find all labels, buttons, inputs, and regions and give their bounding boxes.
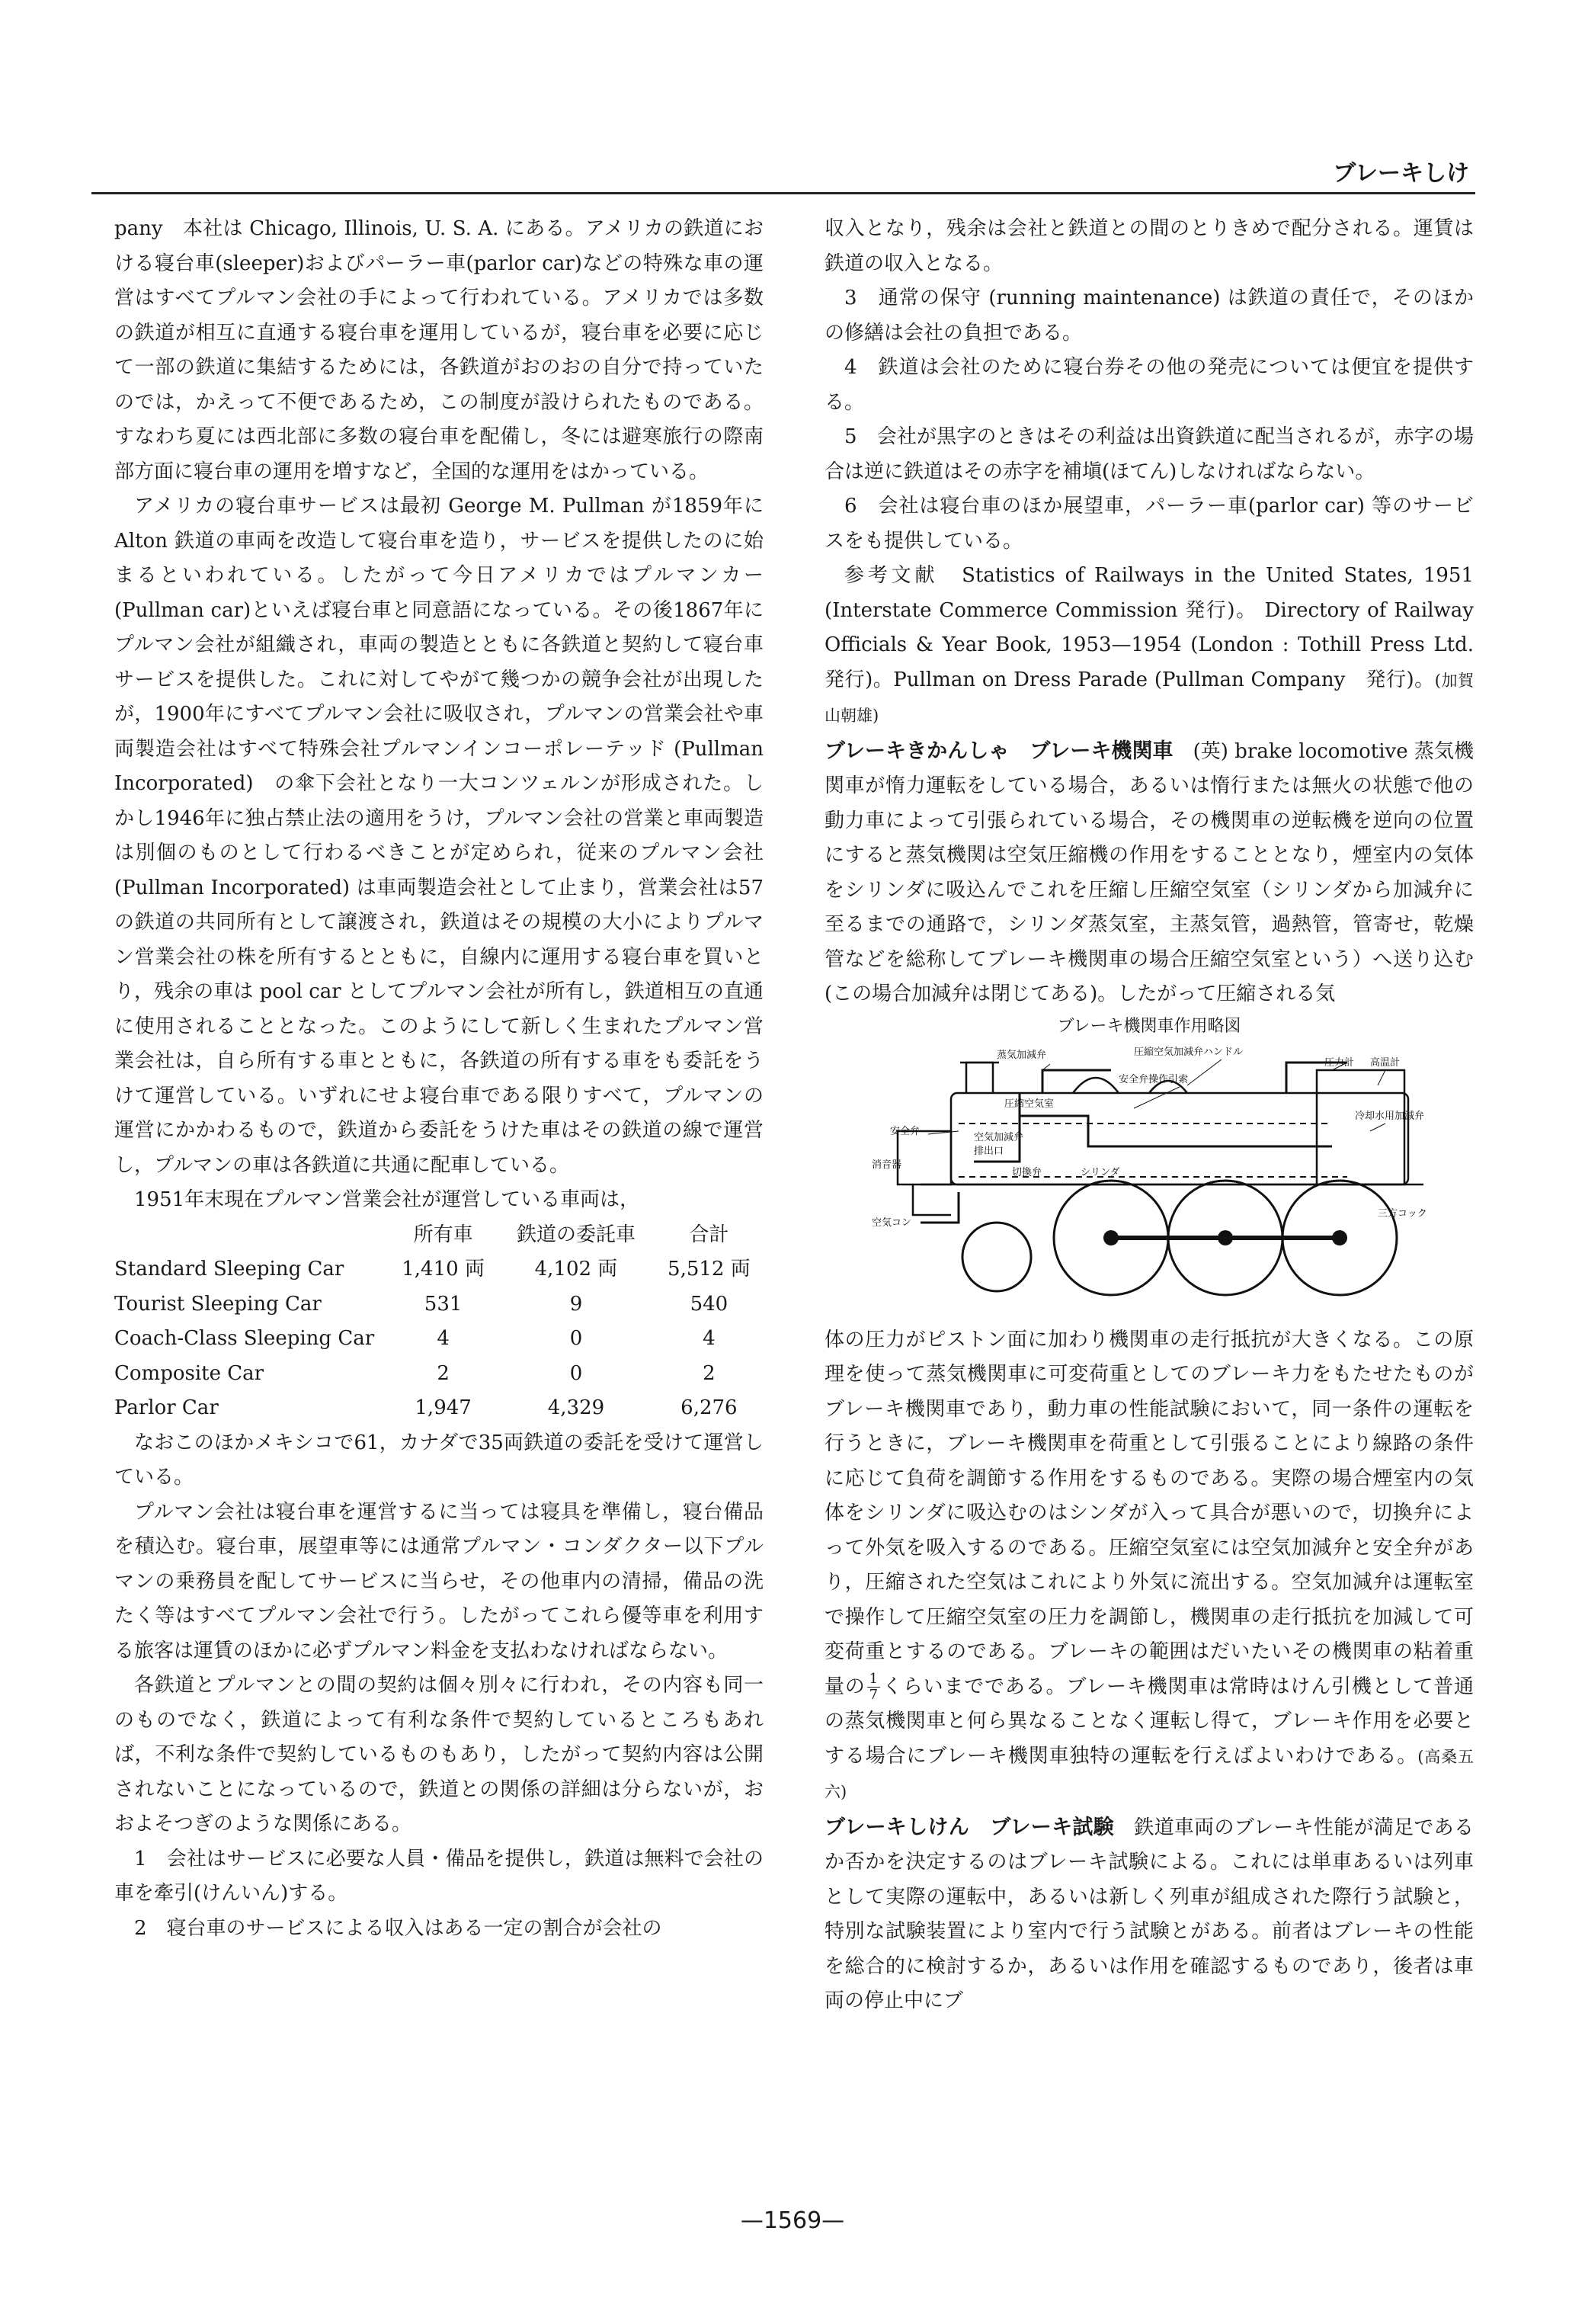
- brake-locomotive-figure: [825, 1014, 1474, 1319]
- page-number: —1569—: [740, 2207, 845, 2234]
- table-header-row: [114, 1218, 764, 1253]
- label-three-way-cock: 三方コック: [1378, 1207, 1427, 1220]
- entry-body-brake-test: 鉄道車両のブレーキ性能が満足であるか否かを決定するのはブレーキ試験による。これには単車あるいは列車として実際の運転中，あるいは新しく列車が組成された際行う試験と，特別な試験装置により室内で行う試験とがある。前者はブレーキの性能を総合的に検討するか，あるいは作用を確認するものであり，後者は車両の停止中にブ: [825, 1816, 1474, 2012]
- pullman-paragraph-1: pany 本社は Chicago, Illinois, U. S. A. にある。アメリカの鉄道における寝台車(sleeper)およびパーラー車(parlor car)などの特殊な車の運営はすべてプルマン会社の手によって行われている。アメリカでは多数の鉄道が相互に直通する寝台車を運用しているが，寝台車を必要に応じて一部の鉄道に集結するためには，各鉄道がおのおの自分で持っていたのでは，かえって不便であるため，この制度が設けられたものである。すなわち夏には西北部に多数の寝台車を配備し，冬には避寒旅行の際南部方面に寝台車の運用を増すなど，全国的な運用をはかっている。: [114, 217, 764, 483]
- table-cell-total: 5,512 両: [668, 1258, 751, 1281]
- pullman-item-2: 2 寝台車のサービスによる収入はある一定の割合が会社の: [134, 1916, 662, 1940]
- table-cell-entrusted: 0: [569, 1327, 583, 1350]
- table-row: [114, 1391, 764, 1426]
- entry-body-brake-locomotive: (英) brake locomotive 蒸気機関車が惰力運転をしている場合，あるいは惰行または無火の状態で他の動力車によって引張られている場合，その機関車の逆転機を逆向の位置にすると蒸気機関は空気圧縮機の作用をすることとなり，煙室内の気体をシリンダに吸込んでこれを圧縮し圧縮空気室（シリンダから加減弁に至るまでの通路で，シリンダ蒸気室，主蒸気管，過熱管，管寄せ，乾燥管などを総称してブレーキ機関車の場合圧縮空気室という）へ送り込む(この場合加減弁は閉じてある)。したがって圧縮される気: [825, 739, 1474, 1005]
- entry-brake-locomotive-continued: [825, 1323, 1474, 1810]
- pullman-paragraph-3: 1951年末現在プルマン営業会社が運営している車両は，: [134, 1188, 640, 1211]
- table-cell-owned: 1,410 両: [402, 1258, 485, 1281]
- pullman-item-6: 6 会社は寝台車のほか展望車，パーラー車(parlor car) 等のサービスをも提供している。: [825, 495, 1474, 553]
- table-header-total: 合計: [689, 1223, 729, 1246]
- label-compressed-air-handle: 圧縮空気加減弁ハンドル: [1134, 1046, 1244, 1058]
- table-row: [114, 1357, 764, 1392]
- pullman-item-1: 1 会社はサービスに必要な人員・備品を提供し，鉄道は無料で会社の車を牽引(けんいん)する。: [114, 1847, 764, 1905]
- table-header-owned: 所有車: [413, 1223, 473, 1246]
- pullman-item-4: 4 鉄道は会社のために寝台券その他の発売については便宜を提供する。: [825, 356, 1474, 414]
- label-steam-throttle: 蒸気加減弁: [997, 1049, 1047, 1061]
- fraction-denominator: 7: [869, 1687, 879, 1703]
- table-cell-owned: 1,947: [415, 1396, 472, 1419]
- label-air-throttle: 空気加減弁: [974, 1131, 1024, 1143]
- label-high-pressure-gauge: 高温計: [1370, 1056, 1401, 1069]
- fraction-numerator: 1: [867, 1672, 880, 1688]
- locomotive-diagram: [860, 1040, 1439, 1319]
- table-cell-name: Parlor Car: [114, 1396, 219, 1419]
- table-cell-owned: 2: [437, 1361, 450, 1385]
- table-cell-total: 2: [703, 1361, 716, 1385]
- table-header-entrusted: 鉄道の委託車: [516, 1223, 636, 1246]
- pullman-paragraph-2: アメリカの寝台車サービスは最初 George M. Pullman が1859年に Alton 鉄道の車両を改造して寝台車を造り，サービスを提供したのに始まるといわれている。したがって今日アメリカではプルマンカー(Pullman car)といえば寝台車と同意語になっている。その後1867年にプルマン会社が組織され，車両の製造とともに各鉄道と契約して寝台車サービスを提供した。これに対してやがて幾つかの競争会社が出現したが，1900年にすべてプルマン会社に吸収され，プルマンの営業会社や車両製造会社はすべて特殊会社プルマンインコーポレーテッド (Pullman Incorporated) の傘下会社となり一大コンツェルンが形成された。しかし1946年に独占禁止法の適用をうけ，プルマン会社の営業と車両製造は別個のものとして行わるべきことが定められ，従来のプルマン会社 (Pullman Incorporated) は車両製造会社として止まり，営業会社は57の鉄道の共同所有として譲渡され，鉄道はその規模の大小によりプルマン営業会社の株を所有するとともに，自線内に運用する寝台車を買いとり，残余の車は pool car としてプルマン会社が所有し，鉄道相互の直通に使用されることとなった。このようにして新しく生まれたプルマン営業会社は，自ら所有する車とともに，各鉄道の所有する車をも委託をうけて運営している。いずれにせよ寝台車である限りすべて，プルマンの運営にかかわるもので，鉄道から委託をうけた車はその鉄道の線で運営し，プルマンの車は各鉄道に共通に配車している。: [114, 495, 764, 1177]
- pullman-item-3: 3 通常の保守 (running maintenance) は鉄道の責任で，そのほかの修繕は会社の負担である。: [825, 287, 1474, 345]
- label-compressed-air-chamber: 圧縮空気室: [1004, 1098, 1055, 1110]
- entry-attribution: (高桑五六): [825, 1747, 1474, 1801]
- fraction-one-seventh: [867, 1672, 880, 1703]
- table-cell-name: Standard Sleeping Car: [114, 1258, 344, 1281]
- table-cell-entrusted: 4,329: [547, 1396, 605, 1419]
- table-row: [114, 1322, 764, 1357]
- table-row: [114, 1252, 764, 1287]
- label-exhaust-port: 消音器: [872, 1159, 902, 1171]
- table-cell-name: Composite Car: [114, 1361, 264, 1385]
- label-exhaust-mouth: 排出口: [974, 1145, 1004, 1157]
- label-pressure-gauge: 圧力計: [1324, 1056, 1355, 1069]
- table-cell-total: 6,276: [680, 1396, 738, 1419]
- header-rule: [91, 192, 1475, 194]
- references-attribution: (加賀山朝雄): [825, 671, 1474, 725]
- pullman-paragraph-5: プルマン会社は寝台車を運営するに当っては寝具を準備し，寝台備品を積込む。寝台車，展望車等には通常プルマン・コンダクター以下プルマンの乗務員を配してサービスに当らせ，その他車内の清掃，備品の洗たく等はすべてプルマン会社で行う。したがってこれら優等車を利用する旅客は運賃のほかに必ずプルマン料金を支払わなければならない。: [114, 1500, 764, 1662]
- pullman-item-2-continued: 収入となり，残余は会社と鉄道との間のとりきめで配分される。運賃は鉄道の収入となる。: [825, 217, 1474, 275]
- table-cell-entrusted: 4,102 両: [534, 1258, 618, 1281]
- table-cell-name: Tourist Sleeping Car: [114, 1292, 322, 1316]
- entry-heading-brake-test: ブレーキしけん ブレーキ試験: [825, 1815, 1114, 1839]
- table-cell-total: 4: [703, 1327, 716, 1350]
- running-head: ブレーキしけ: [1333, 160, 1469, 187]
- table-cell-owned: 531: [424, 1292, 463, 1316]
- figure-caption: ブレーキ機関車作用略図: [1057, 1016, 1241, 1036]
- label-cylinder: シリンダ: [1081, 1166, 1120, 1178]
- entry-body-continued: 体の圧力がピストン面に加わり機関車の走行抵抗が大きくなる。この原理を使って蒸気機関車に可変荷重としてのブレーキ力をもたせたものがブレーキ機関車であり，動力車の性能試験において，同一条件の運転を行うときに，ブレーキ機関車を荷重として引張ることにより線路の条件に応じて負荷を調節する作用をするものである。実際の場合煙室内の気体をシリンダに吸込むのはシンダが入って具合が悪いので，切換弁によって外気を吸入するのである。圧縮空気室には空気加減弁と安全弁があり，圧縮された空気はこれにより外気に流出する。空気加減弁は運転室で操作して圧縮空気室の圧力を調節し，機関車の走行抵抗を加減して可変荷重とするのである。ブレーキの範囲はだいたいその機関車の粘着重量の: [825, 1328, 1474, 1698]
- left-column: [114, 212, 764, 1946]
- references-text: 参考文献 Statistics of Railways in the United States, 1951 (Interstate Commerce Commission 発行)。 Directory of Railway Officials & Year Book, 1953—1954 (London : Tothill Press Ltd. 発行)。Pullman on Dress Parade (Pullman Company 発行)。: [825, 564, 1474, 691]
- right-column: [825, 212, 1474, 2019]
- label-cooling-water-valve: 冷却水用加減弁: [1355, 1110, 1425, 1122]
- pullman-paragraph-4: なおこのほかメキシコで61，カナダで35両鉄道の委託を受けて運営している。: [114, 1431, 764, 1489]
- entry-brake-test: [825, 1810, 1474, 2019]
- table-cell-total: 540: [690, 1292, 728, 1316]
- table-cell-owned: 4: [437, 1327, 450, 1350]
- pullman-paragraph-6: 各鉄道とプルマンとの間の契約は個々別々に行われ，その内容も同一のものでなく，鉄道によって有利な条件で契約しているところもあれば，不利な条件で契約しているものもあり，したがって契約内容は公開されないことになっているので，鉄道との関係の詳細は分らないが，おおよそつぎのような関係にある。: [114, 1674, 764, 1835]
- label-safety-valve-cord: 安全弁操作引索: [1119, 1073, 1189, 1085]
- table-cell-entrusted: 0: [569, 1361, 583, 1385]
- table-row: [114, 1287, 764, 1322]
- entry-body-end: くらいまでである。ブレーキ機関車は常時はけん引機として普通の蒸気機関車と何ら異なることなく運転し得て，ブレーキ作用を必要とする場合にブレーキ機関車独特の運転を行えばよいわけである。: [825, 1675, 1474, 1768]
- table-cell-name: Coach-Class Sleeping Car: [114, 1327, 375, 1350]
- entry-heading-brake-locomotive: ブレーキきかんしゃ ブレーキ機関車: [825, 739, 1174, 763]
- label-safety-valve: 安全弁: [890, 1125, 921, 1137]
- label-air-check: 空気コン: [872, 1216, 912, 1229]
- car-count-table: [114, 1218, 764, 1426]
- entry-brake-locomotive: [825, 734, 1474, 1012]
- label-switching-valve: 切換弁: [1012, 1166, 1042, 1178]
- table-header-blank: [114, 1218, 389, 1253]
- driving-wheels: [962, 1181, 1397, 1295]
- pullman-item-5: 5 会社が黒字のときはその利益は出資鉄道に配当されるが，赤字の場合は逆に鉄道はその赤字を補塡(ほてん)しなければならない。: [825, 425, 1474, 483]
- table-cell-entrusted: 9: [569, 1292, 583, 1316]
- references-paragraph: [825, 559, 1474, 734]
